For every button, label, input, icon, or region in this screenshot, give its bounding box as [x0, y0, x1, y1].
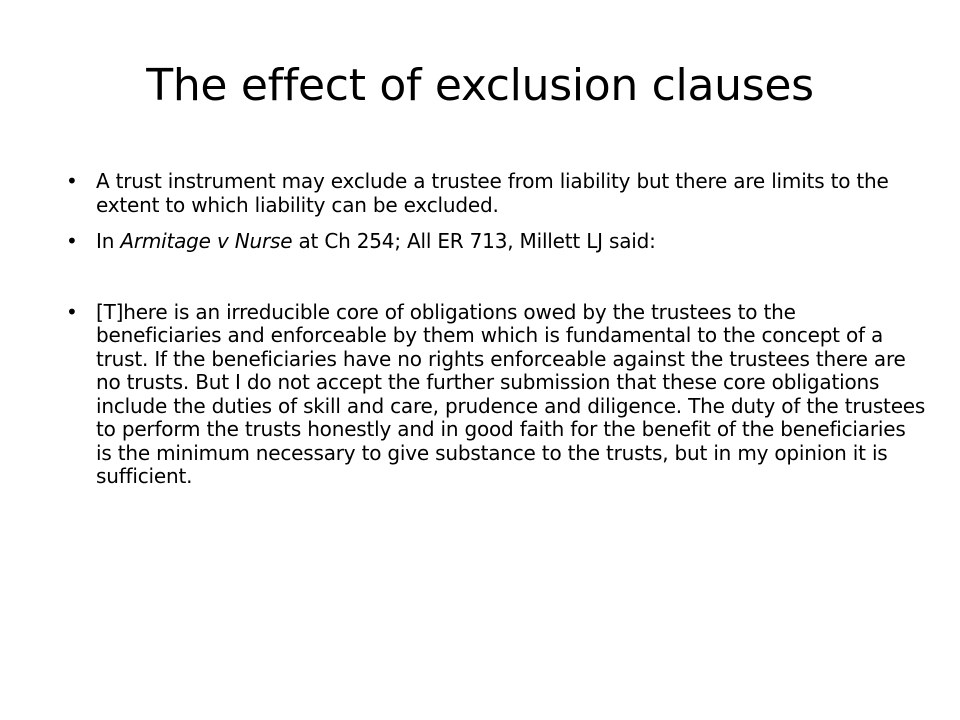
bullet-item-quote [66, 301, 926, 489]
slide-title: The effect of exclusion clauses [146, 60, 814, 111]
case-name: Armitage v Nurse [120, 229, 293, 253]
bullet-prefix: In [96, 229, 121, 253]
bullet-text: A trust instrument may exclude a trustee from liability but there are limits to the extent to which liability can be excluded. [96, 169, 889, 217]
bullet-item [66, 230, 926, 254]
bullet-item [66, 170, 926, 217]
bullet-suffix: at Ch 254; All ER 713, Millett LJ said: [292, 229, 656, 253]
quote-text: [T]here is an irreducible core of obligations owed by the trustees to the beneficiaries and enforceable by them which is fundamental to the concept of a trust. If the beneficiaries have no rights enforceable against the trustees there are no trusts. But I do not accept the further submission that these core obligations include the duties of skill and care, prudence and diligence. The duty of the trustees to perform the trusts honestly and in good faith for the benefit of the beneficiaries is the minimum necessary to give substance to the trusts, but in my opinion it is sufficient. [96, 299, 926, 488]
bullet-list [66, 170, 926, 489]
